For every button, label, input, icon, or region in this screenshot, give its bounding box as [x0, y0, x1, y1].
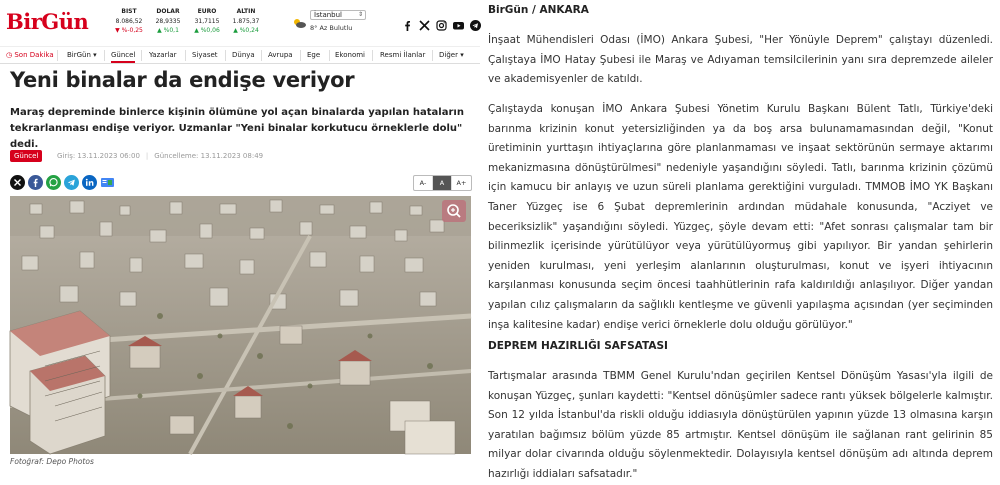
share-telegram-icon[interactable] [64, 175, 79, 190]
facebook-icon[interactable] [402, 16, 413, 27]
market-ticker-dolar[interactable]: DOLAR 28,9335 ▲ %0,1 [149, 8, 187, 34]
youtube-icon[interactable] [453, 16, 464, 27]
nav-birgun[interactable]: BirGün ▾ [67, 51, 97, 59]
paragraph-2: Çalıştayda konuşan İMO Ankara Şubesi Yönetim Kurulu Başkanı Bülent Tatlı, Türkiye'deki barınma krizinin konut yetersizliğinden ya da boş arsa bulunamamasından değil, "Konut üretiminin yurttaşın ihtiyaçlarına göre planlanmaması ve inşaat sektörünün sermaye aktarımı mekanizmasına dönüştürülmesi" nedeniyle yaşandığını söyledi. Tatlı, barınma krizinin çözümü için kamucu bir anlayış ve uzun süreli planlama gerektiğini vurguladı. TMMOB İMO YK Başkanı Taner Yüzgeç ise 6 Şubat depremlerinin ardından müdahale konusunda, "Acziyet ve beceriksizlik" yaşandığını söyledi. Yüzgeç, şöyle devam etti: "Afet sonrası çalışmalar tam bir bilinmezlik içerisinde yürütülüyor veya yürütülüyormuş gibi yapılıyor. Bir yandan şehirlerin yeniden kurulması, yeni yerleşim alanlarının oluşturulması, konut ve işyeri ihtiyacının karşılanması konusunda seçim öncesi taahhütlerinin rafa kaldırıldığı anlaşılıyor. Diğer yandan yapılan cılız çalışmaların da sağlıklı kentleşme ve güvenli yapılaşma açısından (yer seçiminden inşa kalitesine kadar) endişe verici örneklerle dolu olduğu görülüyor." [488, 103, 993, 331]
category-badge[interactable]: Güncel [10, 150, 42, 162]
article-photo [10, 196, 471, 454]
x-icon[interactable] [419, 16, 430, 27]
weather-text: 8° Az Bulutlu [310, 24, 353, 32]
photo-caption: Fotoğraf: Depo Photos [10, 457, 94, 466]
telegram-icon[interactable] [470, 16, 481, 27]
nav-guncel[interactable]: Güncel [111, 51, 135, 63]
left-column [0, 0, 480, 472]
font-decrease-button[interactable]: A- [414, 176, 433, 190]
share-facebook-icon[interactable] [28, 175, 43, 190]
change-up-icon: ▲ %0,1 [157, 27, 179, 34]
instagram-icon[interactable] [436, 16, 447, 27]
share-google-news-icon[interactable] [100, 175, 115, 190]
change-down-icon: ▼ %-0,25 [115, 27, 143, 34]
main-nav [0, 46, 480, 64]
published-date: Giriş: 13.11.2023 06:00 [57, 152, 140, 160]
nav-ekonomi[interactable]: Ekonomi [335, 51, 365, 59]
nav-dunya[interactable]: Dünya [232, 51, 255, 59]
nav-son-dakika[interactable]: ◷ Son Dakika [6, 51, 54, 59]
change-up-icon: ▲ %0,06 [194, 27, 220, 34]
article-body [488, 0, 993, 480]
font-increase-button[interactable]: A+ [456, 179, 467, 187]
nav-yazarlar[interactable]: Yazarlar [149, 51, 177, 59]
article-dates: Giriş: 13.11.2023 06:00 | Güncelleme: 13.11.2023 08:49 [57, 152, 264, 160]
nav-resmi-ilanlar[interactable]: Resmi İlanlar [380, 51, 426, 59]
paragraph-1: İnşaat Mühendisleri Odası (İMO) Ankara Şubesi, "Her Yönüyle Deprem" çalıştayı düzenledi. Çalıştaya İMO Hatay Şubesi ile Maraş ve Adıyaman temsilcilerinin yanı sıra depremzede aileler ve akademisyenler de katıldı. [488, 34, 993, 86]
nav-siyaset[interactable]: Siyaset [192, 51, 218, 59]
change-up-icon: ▲ %0,24 [233, 27, 259, 34]
magnifier-icon [442, 200, 466, 222]
article-summary: Maraş depreminde binlerce kişinin ölümüne yol açan binalarda yapılan hataların tekrarlanması endişe veriyor. Uzmanlar "Yeni binalar korkutucu örneklerle dolu" dedi. [10, 107, 464, 150]
partly-cloudy-icon [292, 18, 306, 28]
clock-icon: ◷ [6, 51, 15, 59]
market-ticker-euro[interactable]: EURO 31,7115 ▲ %0,06 [188, 8, 226, 34]
nav-diger[interactable]: Diğer ▾ [439, 51, 464, 59]
nav-avrupa[interactable]: Avrupa [268, 51, 293, 59]
updated-date: Güncelleme: 13.11.2023 08:49 [154, 152, 264, 160]
share-buttons [10, 175, 115, 190]
paragraph-3: Tartışmalar arasında TBMM Genel Kurulu'ndan geçirilen Kentsel Dönüşüm Yasası'yla ilgili de konuşan Yüzgeç, şunları kaydetti: "Kentsel dönüşümler sadece rantı yüksek bölgelerle kalmıştır. Son 12 yılda İstanbul'da riskli olduğu iddiasıyla dönüştürülen yapının yüzde 13 olmasına karşın yaratılan bağımsız bölüm yüzde 85 artmıştır. Kentsel dönüşüm ile sağlanan rant gelirinin 85 milyar dolar civarında olduğu söylenmektedir. Dolayısıyla kentsel dönüşüm adı altında deprem hazırlığı iddiaları safsatadır." [488, 370, 993, 480]
social-links [402, 16, 481, 27]
share-linkedin-icon[interactable] [82, 175, 97, 190]
nav-ege[interactable]: Ege [307, 51, 321, 59]
section-subheading: DEPREM HAZIRLIĞI SAFSATASI [488, 340, 668, 352]
share-whatsapp-icon[interactable] [46, 175, 61, 190]
market-ticker-bist[interactable]: BIST 8.086,52 ▼ %-0,25 [110, 8, 148, 34]
site-logo[interactable]: BirGün [6, 9, 89, 34]
zoom-in-button[interactable] [442, 200, 466, 222]
font-reset-button[interactable]: A [433, 176, 452, 190]
top-bar [0, 0, 480, 44]
share-x-icon[interactable] [10, 175, 25, 190]
article-title: Yeni binalar da endişe veriyor [10, 68, 355, 92]
city-select[interactable]: İstanbul ⇕ [310, 10, 366, 20]
market-ticker-altin[interactable]: ALTIN 1.875,37 ▲ %0,24 [227, 8, 265, 34]
chevron-updown-icon: ⇕ [357, 11, 363, 18]
article-byline: BirGün / ANKARA [488, 4, 589, 16]
font-size-controls [413, 175, 472, 191]
